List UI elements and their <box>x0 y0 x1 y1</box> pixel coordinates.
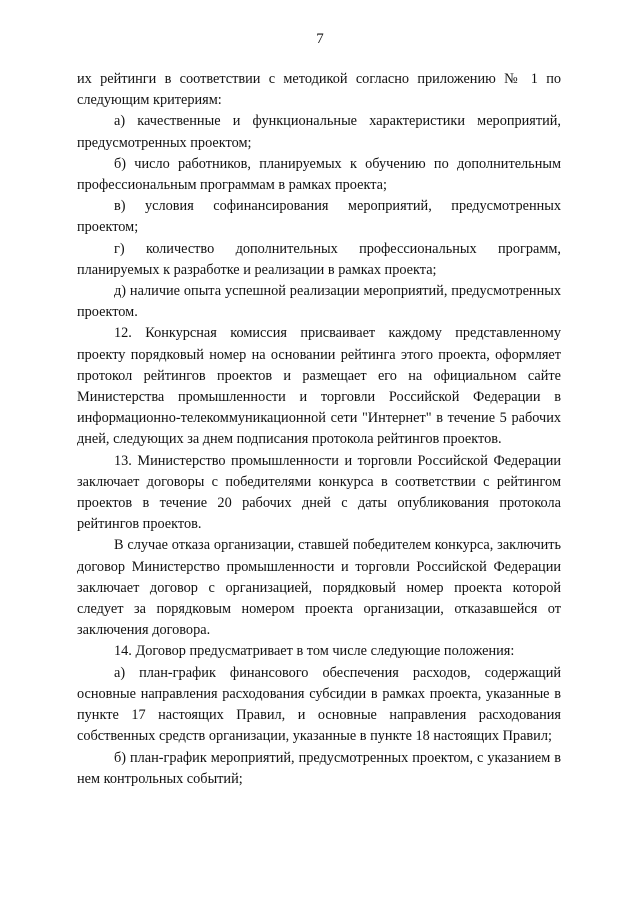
paragraph-item-12: 12. Конкурсная комиссия присваивает каждому представленному проекту порядковый номер на основании рейтинга этого проекта, оформляет протокол рейтингов проектов и размещает его на официальном сайте Министерства промышленности и торговли Российской Федерации в информационно-телекоммуникационной сети "Интернет" в течение 5 рабочих дней, следующих за днем подписания протокола рейтингов проектов. <box>77 325 561 448</box>
paragraph-criterion-b: б) число работников, планируемых к обучению по дополнительным профессиональным программам в рамках проекта; <box>77 155 561 194</box>
paragraph-item-14: 14. Договор предусматривает в том числе следующие положения: <box>114 643 515 660</box>
paragraph-criterion-a: а) качественные и функциональные характеристики мероприятий, предусмотренных проектом; <box>77 113 561 151</box>
paragraph-provision-b: б) план-график мероприятий, предусмотренных проектом, с указанием в нем контрольных событий; <box>77 749 561 787</box>
paragraph-criterion-c: в) условия софинансирования мероприятий, предусмотренных проектом; <box>77 198 561 236</box>
paragraph-criterion-e: д) наличие опыта успешной реализации мероприятий, предусмотренных проектом. <box>77 283 561 321</box>
page-number: 7 <box>316 31 324 47</box>
paragraph-item-13: 13. Министерство промышленности и торговли Российской Федерации заключает договоры с победителями конкурса в соответствии с рейтингом проектов в течение 20 рабочих дней с даты опубликования протокола рейтингов проектов. <box>77 452 561 533</box>
paragraph-refusal-case: В случае отказа организации, ставшей победителем конкурса, заключить договор Министерство промышленности и торговли Российской Федерации заключает договор с организацией, порядковый номер проекта которой следует за порядковым номером проекта организации, отказавшейся от заключения договора. <box>77 537 561 639</box>
paragraph-criterion-d: г) количество дополнительных профессиональных программ, планируемых к разработке и реализации в рамках проекта; <box>77 240 561 278</box>
body-text <box>77 69 561 790</box>
paragraph-provision-a: а) план-график финансового обеспечения расходов, содержащий основные направления расходования субсидии в рамках проекта, указанные в пункте 17 настоящих Правил, и основные направления расходования собственных средств организации, указанные в пункте 18 настоящих Правил; <box>77 664 561 745</box>
paragraph-continuation: их рейтинги в соответствии с методикой согласно приложению № 1 по следующим критериям: <box>77 71 561 109</box>
